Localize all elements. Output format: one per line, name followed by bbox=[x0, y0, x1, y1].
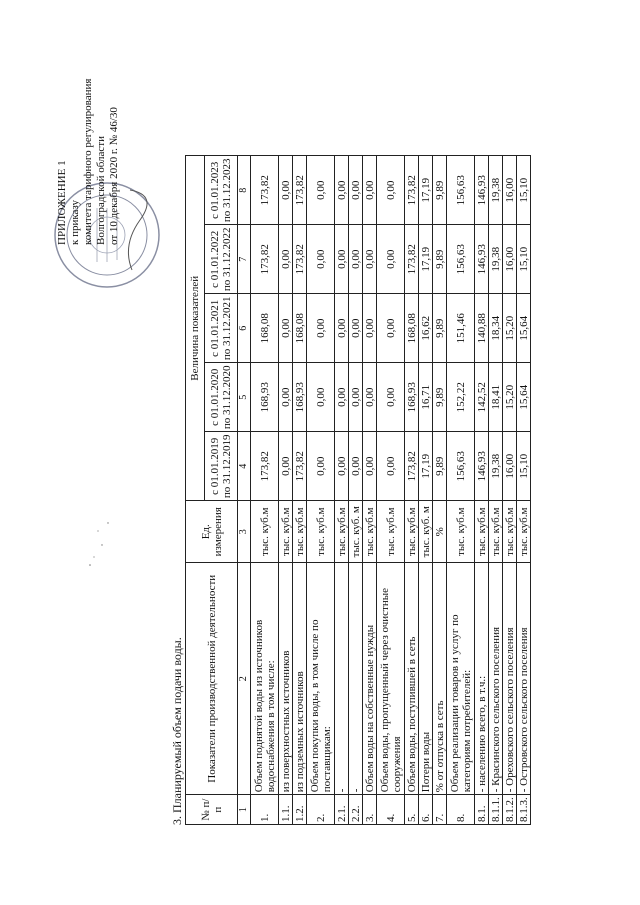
col-number: 2 bbox=[238, 563, 251, 795]
row-unit: тыс. куб.м bbox=[489, 501, 503, 563]
table-row bbox=[335, 156, 349, 825]
row-unit: тыс. куб.м bbox=[335, 501, 349, 563]
row-value: 15,10 bbox=[517, 432, 531, 501]
row-value: 0,00 bbox=[335, 363, 349, 432]
table-row bbox=[377, 156, 405, 825]
row-value: 0,00 bbox=[377, 294, 405, 363]
row-number: 8. bbox=[447, 795, 475, 825]
row-unit: тыс. куб.м bbox=[293, 501, 307, 563]
row-value: 0,00 bbox=[279, 432, 293, 501]
row-indicator: Объем реализации товаров и услуг по категориям потребителей: bbox=[447, 563, 475, 795]
row-value: 146,93 bbox=[475, 156, 489, 225]
appendix-header bbox=[56, 79, 121, 245]
row-value: 140,88 bbox=[475, 294, 489, 363]
row-value: 9,89 bbox=[433, 156, 447, 225]
row-value: 9,89 bbox=[433, 432, 447, 501]
row-value: 15,64 bbox=[517, 294, 531, 363]
row-value: 17,19 bbox=[419, 156, 433, 225]
table-body bbox=[251, 156, 531, 825]
row-indicator: Объем воды на собственные нужды bbox=[363, 563, 377, 795]
table-row bbox=[447, 156, 475, 825]
row-value: 168,08 bbox=[293, 294, 307, 363]
row-value: 151,46 bbox=[447, 294, 475, 363]
row-unit: % bbox=[433, 501, 447, 563]
row-value: 168,08 bbox=[405, 294, 419, 363]
row-number: 8.1. bbox=[475, 795, 489, 825]
appendix-title: ПРИЛОЖЕНИЕ 1 bbox=[56, 160, 68, 245]
row-number: 3. bbox=[363, 795, 377, 825]
row-value: 173,82 bbox=[251, 156, 279, 225]
col-header-period: с 01.01.2023 по 31.12.2023 bbox=[205, 156, 238, 225]
row-value: 17,19 bbox=[419, 225, 433, 294]
row-value: 0,00 bbox=[349, 156, 363, 225]
table-row bbox=[433, 156, 447, 825]
row-unit: тыс. куб.м bbox=[377, 501, 405, 563]
row-unit: тыс. куб.м bbox=[447, 501, 475, 563]
row-value: 19,38 bbox=[489, 225, 503, 294]
row-value: 18,41 bbox=[489, 363, 503, 432]
row-value: 173,82 bbox=[251, 432, 279, 501]
table-row bbox=[251, 156, 279, 825]
table-row bbox=[349, 156, 363, 825]
col-header-indicator: Показатели производственной деятельности bbox=[186, 563, 238, 795]
row-value: 18,34 bbox=[489, 294, 503, 363]
row-value: 0,00 bbox=[335, 432, 349, 501]
table-row bbox=[489, 156, 503, 825]
col-number: 7 bbox=[238, 225, 251, 294]
row-number: 1. bbox=[251, 795, 279, 825]
row-value: 146,93 bbox=[475, 225, 489, 294]
row-value: 0,00 bbox=[377, 156, 405, 225]
row-value: 168,93 bbox=[405, 363, 419, 432]
row-indicator: % от отпуска в сеть bbox=[433, 563, 447, 795]
row-value: 15,64 bbox=[517, 363, 531, 432]
column-numbers-row bbox=[238, 156, 251, 825]
row-value: 173,82 bbox=[293, 156, 307, 225]
row-value: 0,00 bbox=[307, 294, 335, 363]
row-value: 152,22 bbox=[447, 363, 475, 432]
row-value: 142,52 bbox=[475, 363, 489, 432]
col-number: 1 bbox=[238, 795, 251, 825]
table-row bbox=[517, 156, 531, 825]
row-value: 0,00 bbox=[279, 363, 293, 432]
row-value: 173,82 bbox=[405, 156, 419, 225]
table-row bbox=[419, 156, 433, 825]
table-row bbox=[475, 156, 489, 825]
row-value: 156,63 bbox=[447, 432, 475, 501]
row-unit: тыс. куб.м bbox=[251, 501, 279, 563]
table-row bbox=[279, 156, 293, 825]
appendix-line5: от 10 декабря 2020 г. № 46/30 bbox=[108, 107, 120, 245]
row-number: 1.1. bbox=[279, 795, 293, 825]
row-value: 16,62 bbox=[419, 294, 433, 363]
row-value: 19,38 bbox=[489, 432, 503, 501]
row-value: 0,00 bbox=[363, 363, 377, 432]
row-value: 15,10 bbox=[517, 225, 531, 294]
table-row bbox=[503, 156, 517, 825]
row-indicator: Объем покупки воды, в том числе по поставщикам: bbox=[307, 563, 335, 795]
row-number: 8.1.2. bbox=[503, 795, 517, 825]
row-value: 0,00 bbox=[307, 363, 335, 432]
col-number: 6 bbox=[238, 294, 251, 363]
row-indicator: из поверхностных источников bbox=[279, 563, 293, 795]
row-value: 156,63 bbox=[447, 225, 475, 294]
water-supply-table bbox=[185, 155, 531, 825]
col-header-period: с 01.01.2022 по 31.12.2022 bbox=[205, 225, 238, 294]
row-value: 9,89 bbox=[433, 363, 447, 432]
row-value: 0,00 bbox=[349, 294, 363, 363]
row-value: 15,10 bbox=[517, 156, 531, 225]
scan-specks bbox=[80, 515, 120, 575]
row-unit: тыс. куб.м bbox=[307, 501, 335, 563]
row-value: 168,93 bbox=[251, 363, 279, 432]
row-unit: тыс. куб. м bbox=[349, 501, 363, 563]
row-value: 0,00 bbox=[307, 432, 335, 501]
row-number: 4. bbox=[377, 795, 405, 825]
col-header-period: с 01.01.2020 по 31.12.2020 bbox=[205, 363, 238, 432]
row-indicator: - bbox=[335, 563, 349, 795]
row-unit: тыс. куб.м bbox=[517, 501, 531, 563]
row-value: 15,20 bbox=[503, 363, 517, 432]
col-header-num: № п/п bbox=[186, 795, 238, 825]
row-unit: тыс. куб.м bbox=[405, 501, 419, 563]
col-header-unit: Ед. измерения bbox=[186, 501, 238, 563]
row-value: 0,00 bbox=[279, 294, 293, 363]
row-number: 5. bbox=[405, 795, 419, 825]
row-value: 156,63 bbox=[447, 156, 475, 225]
row-value: 0,00 bbox=[349, 432, 363, 501]
col-number: 5 bbox=[238, 363, 251, 432]
row-value: 0,00 bbox=[363, 156, 377, 225]
row-value: 19,38 bbox=[489, 156, 503, 225]
row-value: 16,00 bbox=[503, 432, 517, 501]
row-indicator: - Островского сельского поселения bbox=[517, 563, 531, 795]
section-title: 3. Планируемый объем подачи воды. bbox=[170, 637, 184, 825]
row-value: 0,00 bbox=[377, 363, 405, 432]
row-value: 173,82 bbox=[293, 225, 307, 294]
row-value: 0,00 bbox=[335, 294, 349, 363]
col-number: 4 bbox=[238, 432, 251, 501]
row-number: 1.2. bbox=[293, 795, 307, 825]
row-number: 6. bbox=[419, 795, 433, 825]
table-row bbox=[363, 156, 377, 825]
row-value: 16,00 bbox=[503, 225, 517, 294]
row-value: 173,82 bbox=[293, 432, 307, 501]
row-value: 0,00 bbox=[279, 156, 293, 225]
row-value: 16,71 bbox=[419, 363, 433, 432]
table-row bbox=[405, 156, 419, 825]
row-number: 7. bbox=[433, 795, 447, 825]
row-unit: тыс. куб.м bbox=[475, 501, 489, 563]
row-value: 146,93 bbox=[475, 432, 489, 501]
row-value: 0,00 bbox=[307, 225, 335, 294]
row-value: 16,00 bbox=[503, 156, 517, 225]
row-indicator: Потери воды bbox=[419, 563, 433, 795]
row-value: 168,93 bbox=[293, 363, 307, 432]
row-value: 0,00 bbox=[307, 156, 335, 225]
row-value: 0,00 bbox=[363, 432, 377, 501]
row-value: 173,82 bbox=[251, 225, 279, 294]
table-row bbox=[293, 156, 307, 825]
row-number: 2.2. bbox=[349, 795, 363, 825]
row-indicator: Объем поднятой воды из источников водоснабжения в том числе: bbox=[251, 563, 279, 795]
row-value: 15,20 bbox=[503, 294, 517, 363]
row-unit: тыс. куб. м bbox=[419, 501, 433, 563]
row-indicator: Объем воды, поступившей в сеть bbox=[405, 563, 419, 795]
row-value: 0,00 bbox=[335, 156, 349, 225]
col-number: 8 bbox=[238, 156, 251, 225]
row-indicator: из подземных источников bbox=[293, 563, 307, 795]
row-value: 9,89 bbox=[433, 294, 447, 363]
row-value: 0,00 bbox=[377, 225, 405, 294]
row-indicator: - Красинского сельского поселения bbox=[489, 563, 503, 795]
row-value: 0,00 bbox=[335, 225, 349, 294]
row-number: 8.1.3. bbox=[517, 795, 531, 825]
row-number: 2. bbox=[307, 795, 335, 825]
table-row bbox=[307, 156, 335, 825]
row-indicator: - bbox=[349, 563, 363, 795]
col-header-period: с 01.01.2021 по 31.12.2021 bbox=[205, 294, 238, 363]
appendix-line2: к приказу bbox=[69, 199, 81, 245]
row-indicator: Объем воды, пропущенный через очистные сооружения bbox=[377, 563, 405, 795]
row-value: 0,00 bbox=[279, 225, 293, 294]
row-value: 173,82 bbox=[405, 225, 419, 294]
row-value: 9,89 bbox=[433, 225, 447, 294]
row-unit: тыс. куб.м bbox=[279, 501, 293, 563]
row-value: 0,00 bbox=[363, 225, 377, 294]
col-header-period: с 01.01.2019 по 31.12.2019 bbox=[205, 432, 238, 501]
col-number: 3 bbox=[238, 501, 251, 563]
row-unit: тыс. куб.м bbox=[503, 501, 517, 563]
row-value: 0,00 bbox=[377, 432, 405, 501]
row-number: 2.1. bbox=[335, 795, 349, 825]
row-indicator: - Ореховского сельского поселения bbox=[503, 563, 517, 795]
row-value: 17,19 bbox=[419, 432, 433, 501]
appendix-line4: Волгоградской области bbox=[95, 136, 107, 245]
row-indicator: - населению всего, в т.ч.: bbox=[475, 563, 489, 795]
row-value: 0,00 bbox=[363, 294, 377, 363]
row-unit: тыс. куб.м bbox=[363, 501, 377, 563]
row-number: 8.1.1. bbox=[489, 795, 503, 825]
row-value: 0,00 bbox=[349, 363, 363, 432]
row-value: 0,00 bbox=[349, 225, 363, 294]
row-value: 168,08 bbox=[251, 294, 279, 363]
row-value: 173,82 bbox=[405, 432, 419, 501]
col-header-values-group: Величина показателей bbox=[186, 156, 205, 501]
appendix-line3: комитета тарифного регулирования bbox=[82, 78, 94, 245]
